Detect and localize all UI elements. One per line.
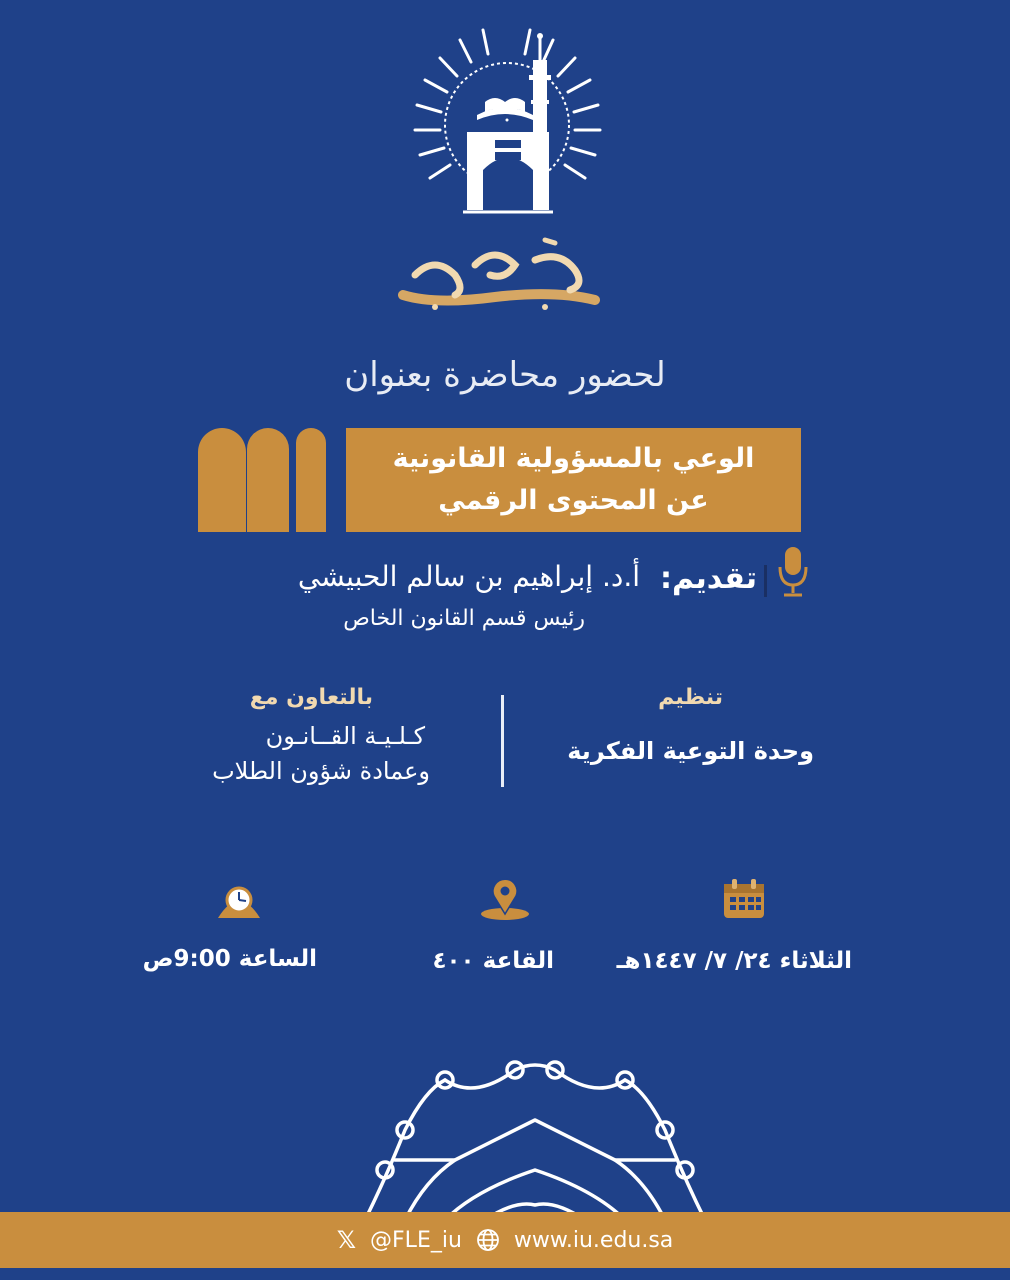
presenter-role: رئيس قسم القانون الخاص [343, 606, 585, 631]
calendar-icon [722, 878, 766, 920]
location-pin-icon [480, 878, 530, 920]
footer-bar [0, 1212, 1010, 1268]
lecture-title-line1: الوعي بالمسؤولية القانونية [392, 443, 755, 474]
microphone-icon [775, 545, 811, 601]
partners-line2: وعمادة شؤون الطلاب [212, 757, 430, 785]
partners-line1: كـلـيـة القــانـون [265, 722, 425, 750]
presenter-separator [764, 565, 767, 597]
organizer-value: وحدة التوعية الفكرية [567, 737, 814, 765]
decorative-pillar [198, 428, 246, 532]
partners-label: بالتعاون مع [249, 685, 373, 710]
page-heading: لحضور محاضرة بعنوان [344, 355, 666, 395]
website-link[interactable]: www.iu.edu.sa [513, 1227, 674, 1253]
column-divider [501, 695, 504, 787]
presenter-label: تقديم: [660, 561, 757, 596]
clock-icon [216, 880, 262, 920]
decorative-people-pattern [345, 1060, 725, 1220]
invitation-calligraphy [395, 235, 610, 325]
event-location: القاعة ٤٠٠ [432, 948, 554, 974]
organizer-label: تنظيم [658, 685, 723, 710]
x-handle[interactable]: @FLE_iu [370, 1227, 462, 1253]
x-logo-icon[interactable]: 𝕏 [336, 1226, 357, 1254]
lecture-title-line2: عن المحتوى الرقمي [438, 485, 709, 516]
event-date: الثلاثاء ٢٤/ ٧/ ١٤٤٧هـ [616, 948, 852, 974]
presenter-name: أ.د. إبراهيم بن سالم الحبيشي [297, 560, 640, 593]
event-time: الساعة 9:00ص [142, 946, 317, 972]
university-emblem-logo [405, 20, 610, 220]
decorative-pillar [247, 428, 289, 532]
lecture-title-box [346, 428, 801, 532]
bottom-strip [40, 1268, 1010, 1280]
globe-icon [476, 1228, 500, 1252]
decorative-pillar [296, 428, 326, 532]
